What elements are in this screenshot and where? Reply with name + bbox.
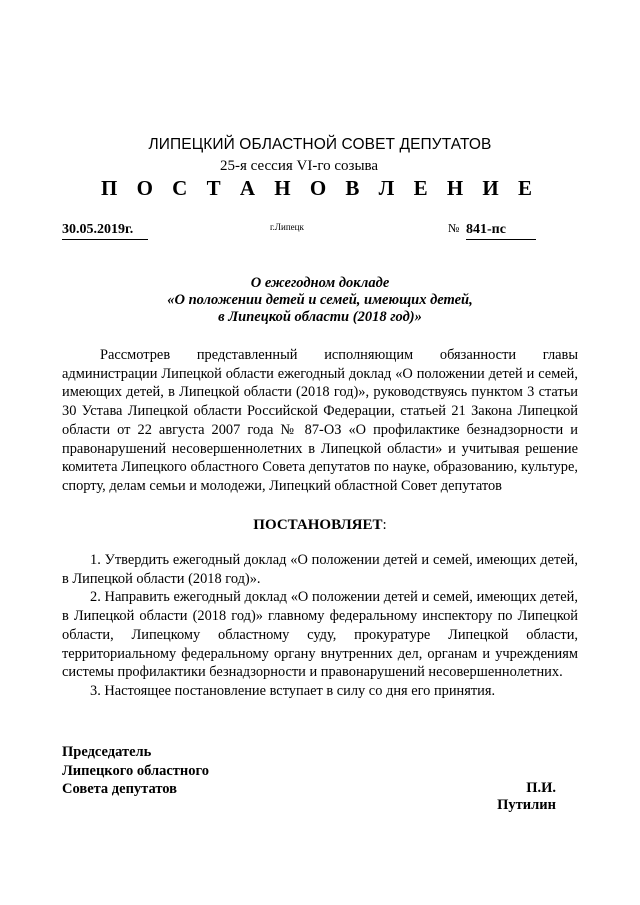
document-date: 30.05.2019г. bbox=[62, 222, 148, 240]
signatory-title bbox=[62, 743, 209, 799]
resolves-colon: : bbox=[382, 517, 387, 533]
resolves-word: ПОСТАНОВЛЯЕТ bbox=[253, 517, 383, 533]
signatory-title-line-1: Председатель bbox=[62, 744, 152, 760]
organization-name: ЛИПЕЦКИЙ ОБЛАСТНОЙ СОВЕТ ДЕПУТАТОВ bbox=[148, 136, 492, 153]
signatory-name: П.И. Путилин bbox=[497, 780, 556, 813]
subject-line-2: «О положении детей и семей, имеющих детей, bbox=[167, 292, 473, 308]
resolution-items bbox=[62, 551, 578, 701]
document-type-title: П О С Т А Н О В Л Е Н И Е bbox=[100, 176, 539, 200]
subject-line-3: в Липецкой области (2018 год)» bbox=[218, 309, 422, 325]
preamble-paragraph: Рассмотрев представленный исполняющим обязанности главы администрации Липецкой области ежегодный доклад «О положении детей и семей, имеющих детей, в Липецкой области (2018 год)», руководствуясь пунктом 3 статьи 30 Устава Липецкой области Российской Федерации, статьей 21 Закона Липецкой области от 22 августа 2007 года № 87-ОЗ «О профилактике безнадзорности и правонарушений несовершеннолетних в Липецкой области» и учитывая решение комитета Липецкого областного Совета депутатов по науке, образованию, культуре, спорту, делам семьи и молодежи, Липецкий областной Совет депутатов bbox=[62, 347, 578, 494]
number-sign: № bbox=[448, 221, 460, 235]
resolution-item-1: 1. Утвердить ежегодный доклад «О положении детей и семей, имеющих детей, в Липецкой области (2018 год)». bbox=[62, 552, 578, 587]
resolution-item-2: 2. Направить ежегодный доклад «О положении детей и семей, имеющих детей, в Липецкой области (2018 год)» главному федеральному инспектору по Липецкой области, Липецкому областному суду, прокуратуре Липецкой области, территориальному федеральному органу внутренних дел, органам и учреждениям системы профилактики безнадзорности и правонарушений несовершеннолетних. bbox=[62, 589, 578, 681]
document-subject bbox=[0, 275, 640, 326]
resolution-item-3: 3. Настоящее постановление вступает в силу со дня его принятия. bbox=[90, 682, 496, 699]
document-city: г.Липецк bbox=[270, 222, 304, 232]
signatory-title-line-2: Липецкого областного bbox=[62, 762, 209, 779]
session-line: 25-я сессия VI-го созыва bbox=[220, 158, 379, 174]
document-number: 841-пс bbox=[466, 222, 536, 240]
signatory-title-line-3: Совета депутатов bbox=[62, 781, 178, 797]
subject-line-1: О ежегодном докладе bbox=[250, 275, 390, 291]
resolves-heading bbox=[0, 517, 640, 534]
